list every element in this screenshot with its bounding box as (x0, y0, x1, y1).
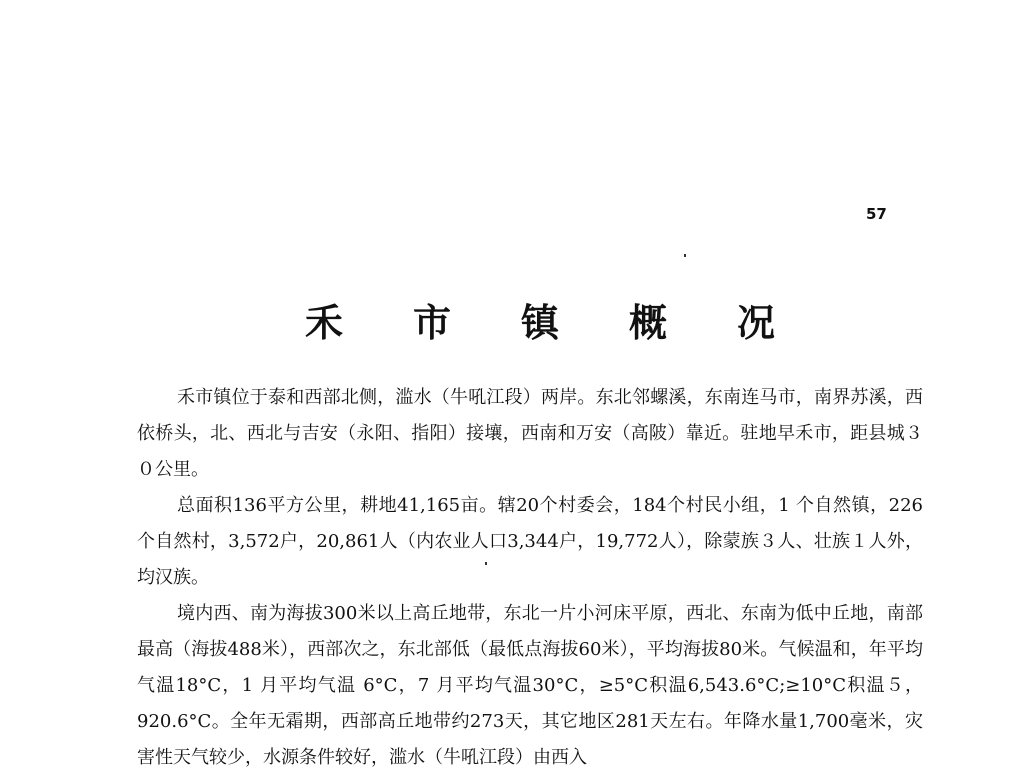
title-char: 镇 (520, 300, 559, 345)
paragraph-location: 禾市镇位于泰和西部北侧，滥水（牛吼江段）两岸。东北邻螺溪，东南连马市，南界苏溪，西依桥头，北、西北与吉安（永阳、指阳）接壤，西南和万安（高陂）靠近。驻地早禾市，距县城３０公里。 (137, 387, 923, 480)
title-char: 况 (736, 300, 775, 345)
body-text (137, 380, 923, 776)
scan-speck (684, 254, 686, 257)
title-char: 概 (628, 300, 667, 345)
title-char: 禾 (304, 300, 343, 345)
paragraph-area-population: 总面积136平方公里，耕地41,165亩。辖20个村委会，184个村民小组，1 个自然镇，226个自然村，3,572户，20,861人（内农业人口3,344户，19,772人），除蒙族３人、壮族１人外，均汉族。 (137, 495, 923, 588)
paragraph-terrain-climate: 境内西、南为海拔300米以上高丘地带，东北一片小河床平原，西北、东南为低中丘地，南部最高（海拔488米），西部次之，东北部低（最低点海拔60米），平均海拔80米。气候温和，年平均气温18°C，1 月平均气温 6°C，7 月平均气温30°C，≥5°C积温6,543.6°C;≥10°C积温５，920.6°C。全年无霜期，西部高丘地带约273天，其它地区281天左右。年降水量1,700毫米，灾害性天气较少，水源条件较好，滥水（牛吼江段）由西入 (137, 603, 923, 768)
page-title (300, 292, 780, 347)
page-number: 57 (866, 205, 887, 223)
title-char: 市 (412, 300, 451, 345)
